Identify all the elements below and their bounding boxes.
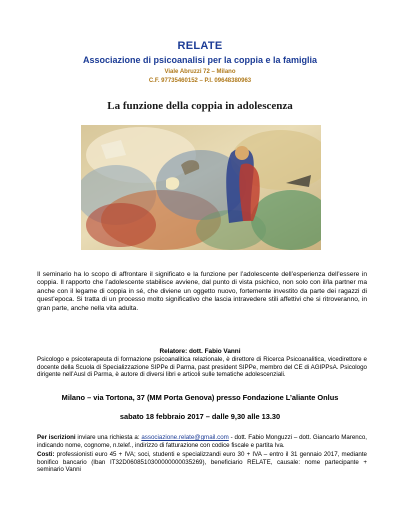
org-address: Viale Abruzzi 72 – Milano (164, 69, 236, 75)
venue: Milano – via Tortona, 37 (MM Porta Genova) presso Fondazione L’aliante Onlus (61, 393, 339, 402)
costs-text: professionisti euro 45 + IVA; soci, studenti e specializzandi euro 30 + IVA – entro il 31 gennaio 2017, mediante bonifico bancario (Iban IT32D0608510300000000035269), beneficiario RELATE, causale: nome partecipante + seminario Vanni (37, 451, 367, 474)
registration-text-after: - dott. Fabio Monguzzi – dott. Giancarlo Marenco, indicando nome, cognome, n.telef., indirizzo di fatturazione con codice fiscale e partita Iva. (37, 434, 367, 449)
event-date: sabato 18 febbraio 2017 – dalle 9,30 alle 13.30 (119, 412, 281, 421)
document-title: La funzione della coppia in adolescenza (107, 100, 293, 112)
org-name: RELATE (177, 40, 223, 52)
cover-painting (81, 125, 321, 250)
speaker-heading: Relatore: dott. Fabio Vanni (159, 348, 241, 355)
email-link[interactable]: associazione.relate@gmail.com (141, 434, 229, 441)
intro-paragraph: Il seminario ha lo scopo di affrontare il significato e la funzione per l’adolescente dell’esperienza dell’essere in coppia. Il rapporto che l’adolescente stabilisce avviene, dal punto di vista psichico, non solo con il/la partner ma anche con il legame di coppia in sé, che diviene un oggetto nuovo, fortemente investito da parte dei ragazzi di quest’epoca. Si tratta di un processo molto significativo che lascia intravedere stili affettivi che si ritroveranno, in gran parte, anche nella vita adulta. (37, 271, 367, 312)
costs-label: Costi: (37, 451, 55, 459)
costs-paragraph (37, 451, 367, 474)
speaker-bio: Psicologo e psicoterapeuta di formazione psicoanalitica relazionale, è direttore di Ricerca Psicoanalitica, vicedirettore e docente della Scuola di Specializzazione SIPPe di Parma, past president SIPPe, membro del CE di AGIPPsA. Psicologo dirigente nell’Ausl di Parma, è autore di diversi libri e articoli sulle tematiche adolescenziali. (37, 356, 367, 379)
org-tax-ids: C.F. 97735460152 – P.I. 09648380963 (148, 78, 252, 84)
registration-label: Per iscrizioni (37, 434, 76, 441)
registration-text-before: inviare una richiesta a: (75, 434, 142, 441)
org-subtitle: Associazione di psicoanalisi per la coppia e la famiglia (82, 55, 318, 65)
registration-paragraph (37, 434, 367, 449)
registration-info (37, 434, 367, 474)
